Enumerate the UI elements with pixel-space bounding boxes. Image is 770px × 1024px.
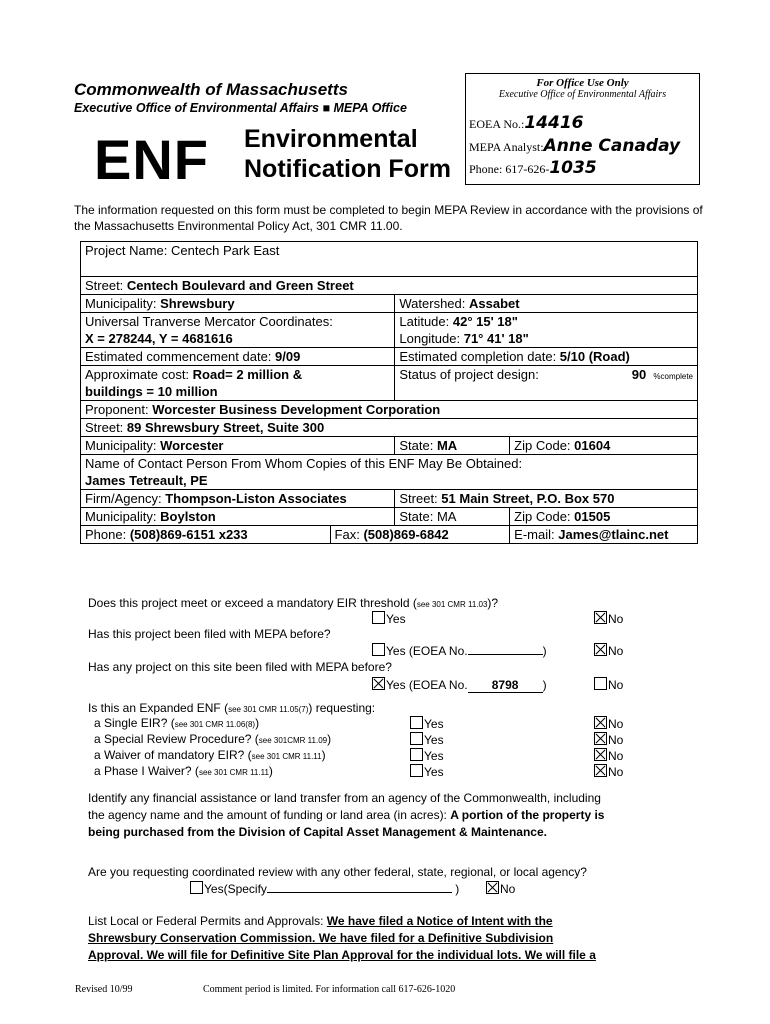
single-eir-yes-checkbox[interactable]	[410, 716, 423, 729]
proponent-state-cell: State: MA	[395, 437, 510, 455]
utm-cell: Universal Tranverse Mercator Coordinates: X = 278244, Y = 4681616	[81, 313, 395, 348]
municipality-value: Shrewsbury	[160, 296, 235, 311]
waiver-eir-no-checkbox[interactable]	[594, 748, 607, 761]
special-review-no-checkbox[interactable]	[594, 732, 607, 745]
status-value: 90	[631, 367, 647, 382]
eoea-number-line	[469, 113, 584, 133]
coordinated-review-yes[interactable]: Yes(Specify )	[190, 881, 459, 896]
proponent-street-cell: Street: 89 Shrewsbury Street, Suite 300	[81, 419, 698, 437]
firm-municipality-cell: Municipality: Boylston	[81, 508, 395, 526]
phase-waiver-no-checkbox[interactable]	[594, 764, 607, 777]
firm-street-value: 51 Main Street, P.O. Box 570	[441, 491, 615, 506]
cost-value-2: buildings = 10 million	[85, 384, 218, 399]
municipality-cell: Municipality: Shrewsbury	[81, 295, 395, 313]
filed-before-no[interactable]: No	[594, 643, 623, 658]
email-value: James@tlainc.net	[558, 527, 669, 542]
site-filed-no-checkbox[interactable]	[594, 677, 607, 690]
eir-threshold-no-checkbox[interactable]	[594, 611, 607, 624]
single-eir-yes[interactable]: Yes	[410, 716, 444, 731]
commencement-value: 9/09	[275, 349, 301, 364]
latitude-value: 42° 15' 18"	[452, 314, 518, 329]
firm-state-value: MA	[436, 509, 457, 524]
commencement-cell: Estimated commencement date: 9/09	[81, 348, 395, 366]
latlong-cell: Latitude: 42° 15' 18" Longitude: 71° 41' 18"	[395, 313, 698, 348]
subtitle-separator-icon: ■	[322, 101, 331, 115]
waiver-eir-no[interactable]: No	[594, 748, 623, 763]
cost-cell: Approximate cost: Road= 2 million & buildings = 10 million	[81, 366, 395, 401]
question-financial-assistance: Identify any financial assistance or land transfer from an agency of the Commonwealth, including the agency name and the amount of funding or land area (in acres): A portion of the property is being purchased from the Division of Capital Asset Management & Maintenance.	[88, 791, 605, 839]
utm-value: X = 278244, Y = 4681616	[85, 331, 233, 346]
project-name-cell: Project Name: Centech Park East	[81, 242, 698, 277]
proponent-zip-cell: Zip Code: 01604	[510, 437, 698, 455]
coordinated-review-no-checkbox[interactable]	[486, 881, 499, 894]
contact-name: James Tetreault, PE	[85, 473, 208, 488]
eir-threshold-yes-checkbox[interactable]	[372, 611, 385, 624]
phase-waiver-no[interactable]: No	[594, 764, 623, 779]
site-filed-yes-checkbox[interactable]	[372, 677, 385, 690]
phone-line	[469, 158, 597, 178]
cost-row	[81, 366, 698, 401]
proponent-zip-value: 01604	[574, 438, 611, 453]
status-unit: %complete	[653, 372, 693, 381]
watershed-cell: Watershed: Assabet	[395, 295, 698, 313]
form-title-line-2: Notification Form	[244, 155, 451, 183]
office-use-subheading: Executive Office of Environmental Affairs	[498, 89, 667, 100]
filed-before-no-checkbox[interactable]	[594, 643, 607, 656]
firm-zip-cell: Zip Code: 01505	[510, 508, 698, 526]
special-review-yes[interactable]: Yes	[410, 732, 444, 747]
analyst-label: MEPA Analyst:	[469, 140, 544, 154]
financial-answer-2: being purchased from the Division of Capital Asset Management & Maintenance.	[88, 825, 547, 839]
street-row	[81, 277, 698, 295]
proponent-street-row	[81, 419, 698, 437]
firm-row	[81, 490, 698, 508]
phone-cell: Phone: (508)869-6151 x233	[81, 526, 331, 544]
phone-value: (508)869-6151 x233	[129, 527, 248, 542]
street-value: Centech Boulevard and Green Street	[126, 278, 354, 293]
proponent-municipality-cell: Municipality: Worcester	[81, 437, 395, 455]
eir-threshold-no[interactable]: No	[594, 611, 623, 626]
analyst-handwritten: Anne Canaday	[543, 136, 681, 156]
contact-label: Name of Contact Person From Whom Copies of this ENF May Be Obtained:	[85, 456, 523, 471]
phone-row	[81, 526, 698, 544]
contact-row	[81, 455, 698, 490]
permits-answer-2: Shrewsbury Conservation Commission. We have filed for a Definitive Subdivision	[88, 931, 554, 945]
question-expanded-enf: Is this an Expanded ENF (see 301 CMR 11.05(7)) requesting:	[88, 701, 376, 715]
enf-logo: ENF	[94, 128, 209, 191]
watershed-value: Assabet	[468, 296, 520, 311]
project-name-value: Centech Park East	[170, 243, 280, 258]
cost-value-1: Road= 2 million &	[192, 367, 303, 382]
phone-handwritten: 1035	[549, 158, 597, 178]
waiver-eir-yes-checkbox[interactable]	[410, 748, 423, 761]
special-review-no[interactable]: No	[594, 732, 623, 747]
proponent-value: Worcester Business Development Corporation	[152, 402, 441, 417]
filed-before-yes[interactable]: Yes (EOEA No. )	[372, 643, 547, 658]
completion-cell: Estimated completion date: 5/10 (Road)	[395, 348, 698, 366]
coordinates-row	[81, 313, 698, 348]
site-filed-no[interactable]: No	[594, 677, 623, 692]
proponent-municipality-value: Worcester	[160, 438, 224, 453]
firm-street-cell: Street: 51 Main Street, P.O. Box 570	[395, 490, 698, 508]
project-name-row	[81, 242, 698, 277]
firm-municipality-value: Boylston	[160, 509, 216, 524]
longitude-value: 71° 41' 18"	[463, 331, 529, 346]
question-phase-waiver: a Phase I Waiver? (see 301 CMR 11.11)	[94, 764, 273, 778]
office-use-heading: For Office Use Only	[536, 77, 629, 89]
office-use-box	[465, 73, 700, 185]
email-cell: E-mail: James@tlainc.net	[510, 526, 698, 544]
subtitle-office: Executive Office of Environmental Affairs	[74, 101, 319, 115]
revised-date: Revised 10/99	[75, 984, 133, 995]
firm-value: Thompson-Liston Associates	[165, 491, 347, 506]
single-eir-no[interactable]: No	[594, 716, 623, 731]
question-filed-before: Has this project been filed with MEPA before?	[88, 627, 331, 641]
firm-municipality-row	[81, 508, 698, 526]
form-title	[244, 124, 451, 184]
agency-subtitle	[74, 101, 407, 115]
firm-cell: Firm/Agency: Thompson-Liston Associates	[81, 490, 395, 508]
completion-value: 5/10 (Road)	[559, 349, 630, 364]
phase-waiver-yes[interactable]: Yes	[410, 764, 444, 779]
dates-row	[81, 348, 698, 366]
municipality-row	[81, 295, 698, 313]
question-coordinated-review: Are you requesting coordinated review with any other federal, state, regional, or local agency?	[88, 865, 587, 879]
comment-period-note: Comment period is limited. For information call 617-626-1020	[203, 984, 456, 995]
firm-zip-value: 01505	[574, 509, 611, 524]
analyst-line	[469, 136, 680, 156]
fax-value: (508)869-6842	[363, 527, 449, 542]
filed-before-yes-checkbox[interactable]	[372, 643, 385, 656]
office-phone-label: Phone: 617-626-	[469, 162, 550, 176]
contact-cell	[81, 455, 698, 490]
question-waiver-eir: a Waiver of mandatory EIR? (see 301 CMR 11.11)	[94, 748, 326, 762]
eir-threshold-yes[interactable]: Yes	[372, 611, 406, 626]
question-single-eir: a Single EIR? (see 301 CMR 11.06(8))	[94, 716, 260, 730]
site-filed-eoea-number: 8798	[491, 678, 519, 692]
special-review-yes-checkbox[interactable]	[410, 732, 423, 745]
intro-text: The information requested on this form must be completed to begin MEPA Review in accordance with the provisions of the Massachusetts Environmental Policy Act, 301 CMR 11.00.	[74, 203, 703, 233]
eoea-label: EOEA No.:	[469, 117, 525, 131]
fax-cell: Fax: (508)869-6842	[330, 526, 510, 544]
proponent-cell: Proponent: Worcester Business Development Corporation	[81, 401, 698, 419]
street-cell: Street: Centech Boulevard and Green Street	[81, 277, 698, 295]
proponent-state-value: MA	[436, 438, 458, 453]
question-site-filed: Has any project on this site been filed with MEPA before?	[88, 660, 392, 674]
coordinated-review-yes-checkbox[interactable]	[190, 881, 203, 894]
permits-approvals: List Local or Federal Permits and Approvals: We have filed a Notice of Intent with the Shrewsbury Conservation Commission. We have filed for a Definitive Subdivision Approval. We will file for Definitive Site Plan Approval for the individual lots. We will file a	[88, 914, 596, 962]
firm-state-cell: State: MA	[395, 508, 510, 526]
subtitle-mepa: MEPA Office	[333, 101, 407, 115]
proponent-street-value: 89 Shrewsbury Street, Suite 300	[126, 420, 325, 435]
eoea-handwritten: 14416	[524, 113, 584, 133]
single-eir-no-checkbox[interactable]	[594, 716, 607, 729]
status-cell: Status of project design: 90 %complete	[395, 366, 698, 401]
proponent-row	[81, 401, 698, 419]
question-eir-threshold: Does this project meet or exceed a mandatory EIR threshold (see 301 CMR 11.03)?	[88, 596, 499, 610]
coordinated-review-no[interactable]: No	[486, 881, 515, 896]
permits-answer-1: We have filed a Notice of Intent with the	[326, 914, 553, 928]
phase-waiver-yes-checkbox[interactable]	[410, 764, 423, 777]
permits-answer-3: Approval. We will file for Definitive Site Plan Approval for the individual lots. We will file a	[88, 948, 596, 962]
financial-answer-1: A portion of the property is	[450, 808, 605, 822]
agency-title: Commonwealth of Massachusetts	[74, 80, 348, 99]
question-special-review: a Special Review Procedure? (see 301CMR 11.09)	[94, 732, 332, 746]
proponent-municipality-row	[81, 437, 698, 455]
form-title-line-1: Environmental	[244, 125, 418, 153]
project-info-table	[80, 241, 698, 544]
waiver-eir-yes[interactable]: Yes	[410, 748, 444, 763]
site-filed-yes[interactable]: Yes (EOEA No. 8798 )	[372, 677, 547, 693]
